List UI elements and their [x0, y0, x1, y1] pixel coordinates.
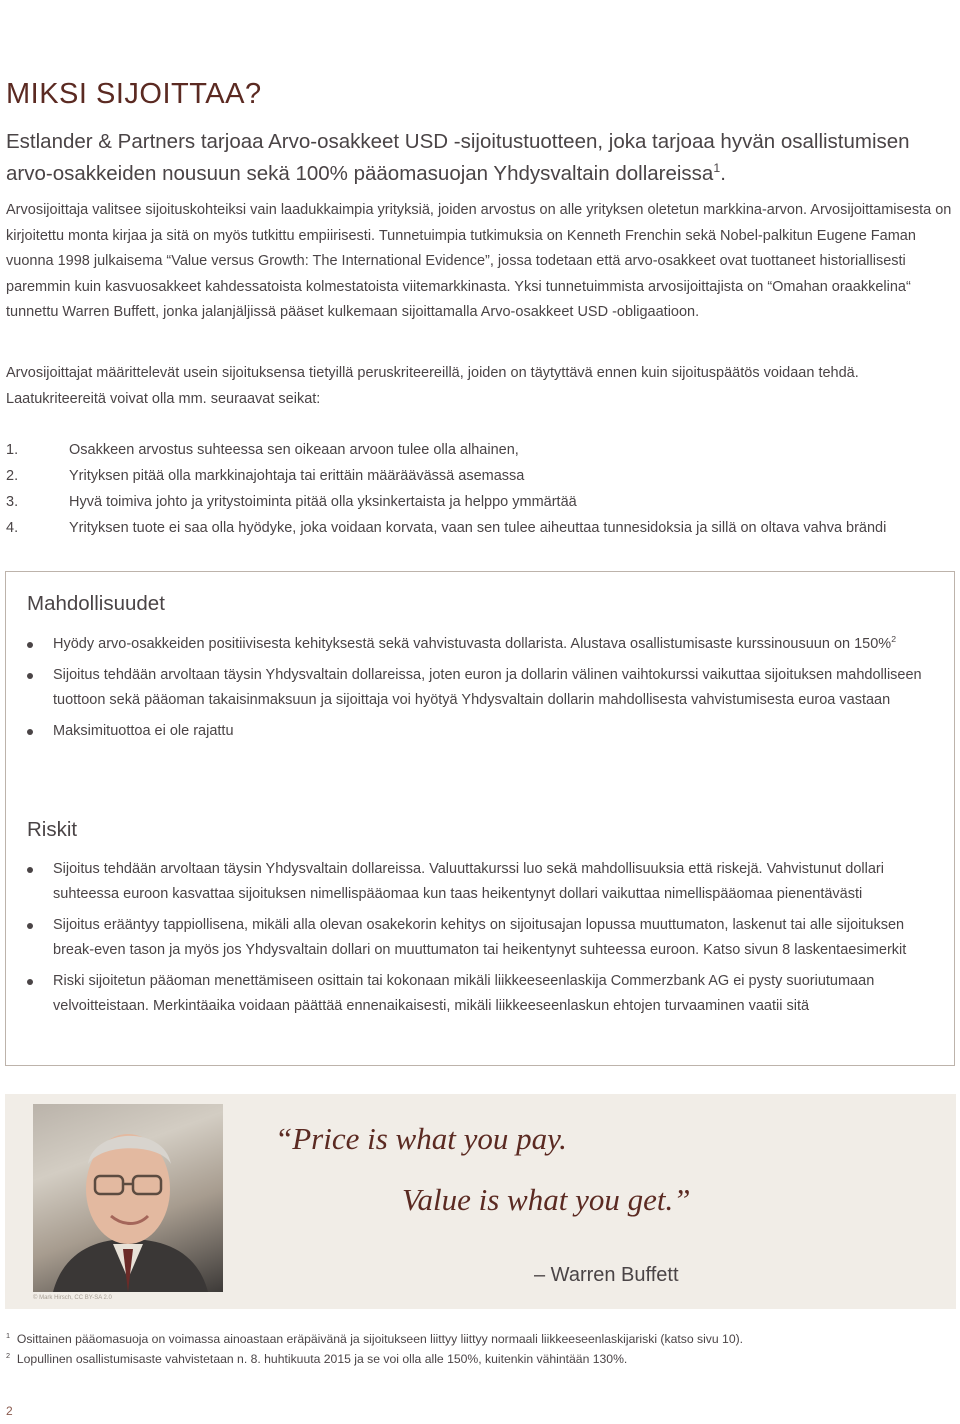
- bullet-icon: [27, 867, 33, 873]
- photo-credit: © Mark Hirsch, CC BY-SA 2.0: [33, 1295, 112, 1301]
- criteria-number: 3.: [6, 494, 19, 510]
- risk-text: Sijoitus erääntyy tappiollisena, mikäli alla olevan osakekorin kehitys on sijoitusajan lopussa muuttumaton, laskenut tai alle sijoituksen break-even tason ja myös jos Yhdysvaltain dollari on muuttumaton tai heikentynyt suhteessa euroon. Katso sivun 8 laskentaesimerkit: [53, 917, 907, 958]
- bullet-icon: [27, 673, 33, 679]
- criteria-number: 2.: [6, 468, 19, 484]
- footnote-text: Osittainen pääomasuoja on voimassa ainoastaan eräpäivänä ja sijoitukseen liittyy liittyy normaali liikkeeseenlaskijariski (katso sivu 10).: [16, 1332, 744, 1346]
- page-heading: MIKSI SIJOITTAA?: [6, 78, 262, 110]
- bullet-icon: [27, 923, 33, 929]
- body-paragraph-1: Arvosijoittaja valitsee sijoituskohteiksi vain laadukkaimpia yrityksiä, joiden arvostus on alle yrityksen oletetun markkina-arvon. Arvosijoittamisesta on kirjoitettu monta kirjaa ja sitä on myös tutkittu empiirisesti. Tunnetuimpia tutkimuksia on Kenneth Frenchin sekä Nobel-palkitun Eugene Faman vuonna 1998 julkaisema “Value versus Growth: The International Evidence”, jossa todetaan että arvo-osakkeet ovat tuottaneet historiallisesti paremmin kuin kasvuosakkeet kahdessatoista kolmestatoista viitemarkkinasta. Yksi tunnetuimmista arvosijoittajista on “Omahan oraakkelina“ tunnettu Warren Buffett, jonka jalanjäljissä pääset kulkemaan sijoittamalla Arvo-osakkeet USD -obligaatioon.: [6, 202, 952, 320]
- opportunity-item: [27, 632, 937, 657]
- criteria-text: Osakkeen arvostus suhteessa sen oikeaan arvoon tulee olla alhainen,: [69, 442, 519, 458]
- opportunities-risks-box: [5, 571, 955, 1066]
- bullet-icon: [27, 979, 33, 985]
- criteria-text: Yrityksen pitää olla markkinajohtaja tai erittäin määräävässä asemassa: [69, 468, 525, 484]
- criteria-item: [6, 489, 958, 515]
- risks-heading: Riskit: [27, 818, 78, 841]
- footnote-text: Lopullinen osallistumisaste vahvistetaan n. 8. huhtikuuta 2015 ja se voi olla alle 150%, kuitenkin vähintään 130%.: [16, 1352, 628, 1366]
- criteria-item: [6, 515, 958, 541]
- footnote-ref-1: 1: [713, 161, 721, 176]
- criteria-number: 4.: [6, 520, 19, 536]
- portrait-photo: [33, 1104, 223, 1292]
- risk-text: Sijoitus tehdään arvoltaan täysin Yhdysvaltain dollareissa. Valuuttakurssi luo sekä mahdollisuuksia että riskejä. Vahvistunut dollari suhteessa euroon kasvattaa sijoituksen nimellispääomaa kun taas heikentynyt dollari vaikuttaa nimellispääomaa pienentävästi: [53, 861, 884, 902]
- lead-paragraph: [6, 126, 956, 190]
- criteria-item: [6, 463, 958, 489]
- footnote-ref-2: 2: [891, 634, 897, 645]
- opportunity-text: Hyödy arvo-osakkeiden positiivisesta kehityksestä sekä vahvistuvasta dollarista. Alustava osallistumisaste kurssinousuun on 150%: [53, 636, 892, 652]
- lead-text: Estlander & Partners tarjoaa Arvo-osakkeet USD -sijoitustuotteen, joka tarjoaa hyvän osallistumisen arvo-osakkeiden nousuun sekä 100% pääomasuojan Yhdysvaltain dollareissa: [6, 130, 910, 185]
- criteria-item: [6, 437, 958, 463]
- bullet-icon: [27, 729, 33, 735]
- body-paragraph-2: Arvosijoittajat määrittelevät usein sijoituksensa tietyillä peruskriteereillä, joiden on täytyttävä ennen kuin sijoituspäätös voidaan tehdä. Laatukriteereitä voivat olla mm. seuraavat seikat:: [6, 365, 859, 407]
- footnote-1: [6, 1332, 743, 1346]
- criteria-list: [6, 437, 958, 541]
- risks-list: [27, 857, 937, 1025]
- page-number: 2: [6, 1404, 13, 1418]
- risk-item: [27, 969, 937, 1019]
- quote-line-2: Value is what you get.”: [402, 1182, 691, 1217]
- quote-attribution: – Warren Buffett: [534, 1264, 679, 1286]
- risk-item: [27, 857, 937, 907]
- criteria-text: Yrityksen tuote ei saa olla hyödyke, joka voidaan korvata, vaan sen tulee aiheuttaa tunnesidoksia ja sillä on oltava vahva brändi: [69, 520, 887, 536]
- risk-text: Riski sijoitetun pääoman menettämiseen osittain tai kokonaan mikäli liikkeeseenlaskija Commerzbank AG ei pysty suoriutumaan velvoitteistaan. Merkintäaika voidaan päättää ennenaikaisesti, mikäli liikkeeseenlaskun ehtojen turvaaminen vaatii sitä: [53, 973, 875, 1014]
- footnote-number: 2: [6, 1350, 11, 1360]
- opportunities-list: [27, 632, 937, 750]
- footnote-number: 1: [6, 1330, 11, 1340]
- lead-end: .: [720, 162, 726, 185]
- portrait-illustration: [33, 1104, 223, 1292]
- risk-item: [27, 913, 937, 963]
- opportunity-item: [27, 663, 937, 713]
- bullet-icon: [27, 642, 33, 648]
- quote-panel: [5, 1094, 956, 1309]
- opportunity-item: [27, 719, 937, 744]
- criteria-number: 1.: [6, 442, 19, 458]
- quote-line-1: “Price is what you pay.: [275, 1121, 567, 1156]
- opportunity-text: Maksimituottoa ei ole rajattu: [53, 723, 234, 739]
- footnote-2: [6, 1352, 627, 1366]
- opportunities-heading: Mahdollisuudet: [27, 592, 165, 615]
- criteria-text: Hyvä toimiva johto ja yritystoiminta pitää olla yksinkertaista ja helppo ymmärtää: [69, 494, 577, 510]
- opportunity-text: Sijoitus tehdään arvoltaan täysin Yhdysvaltain dollareissa, joten euron ja dollarin välinen vaihtokurssi vaikuttaa sijoituksen mahdolliseen tuottoon sekä pääoman takaisinmaksuun ja sijoittaja voi hyötyä Yhdysvaltain dollarin mahdollisesta vahvistumisesta euroa vastaan: [53, 667, 922, 708]
